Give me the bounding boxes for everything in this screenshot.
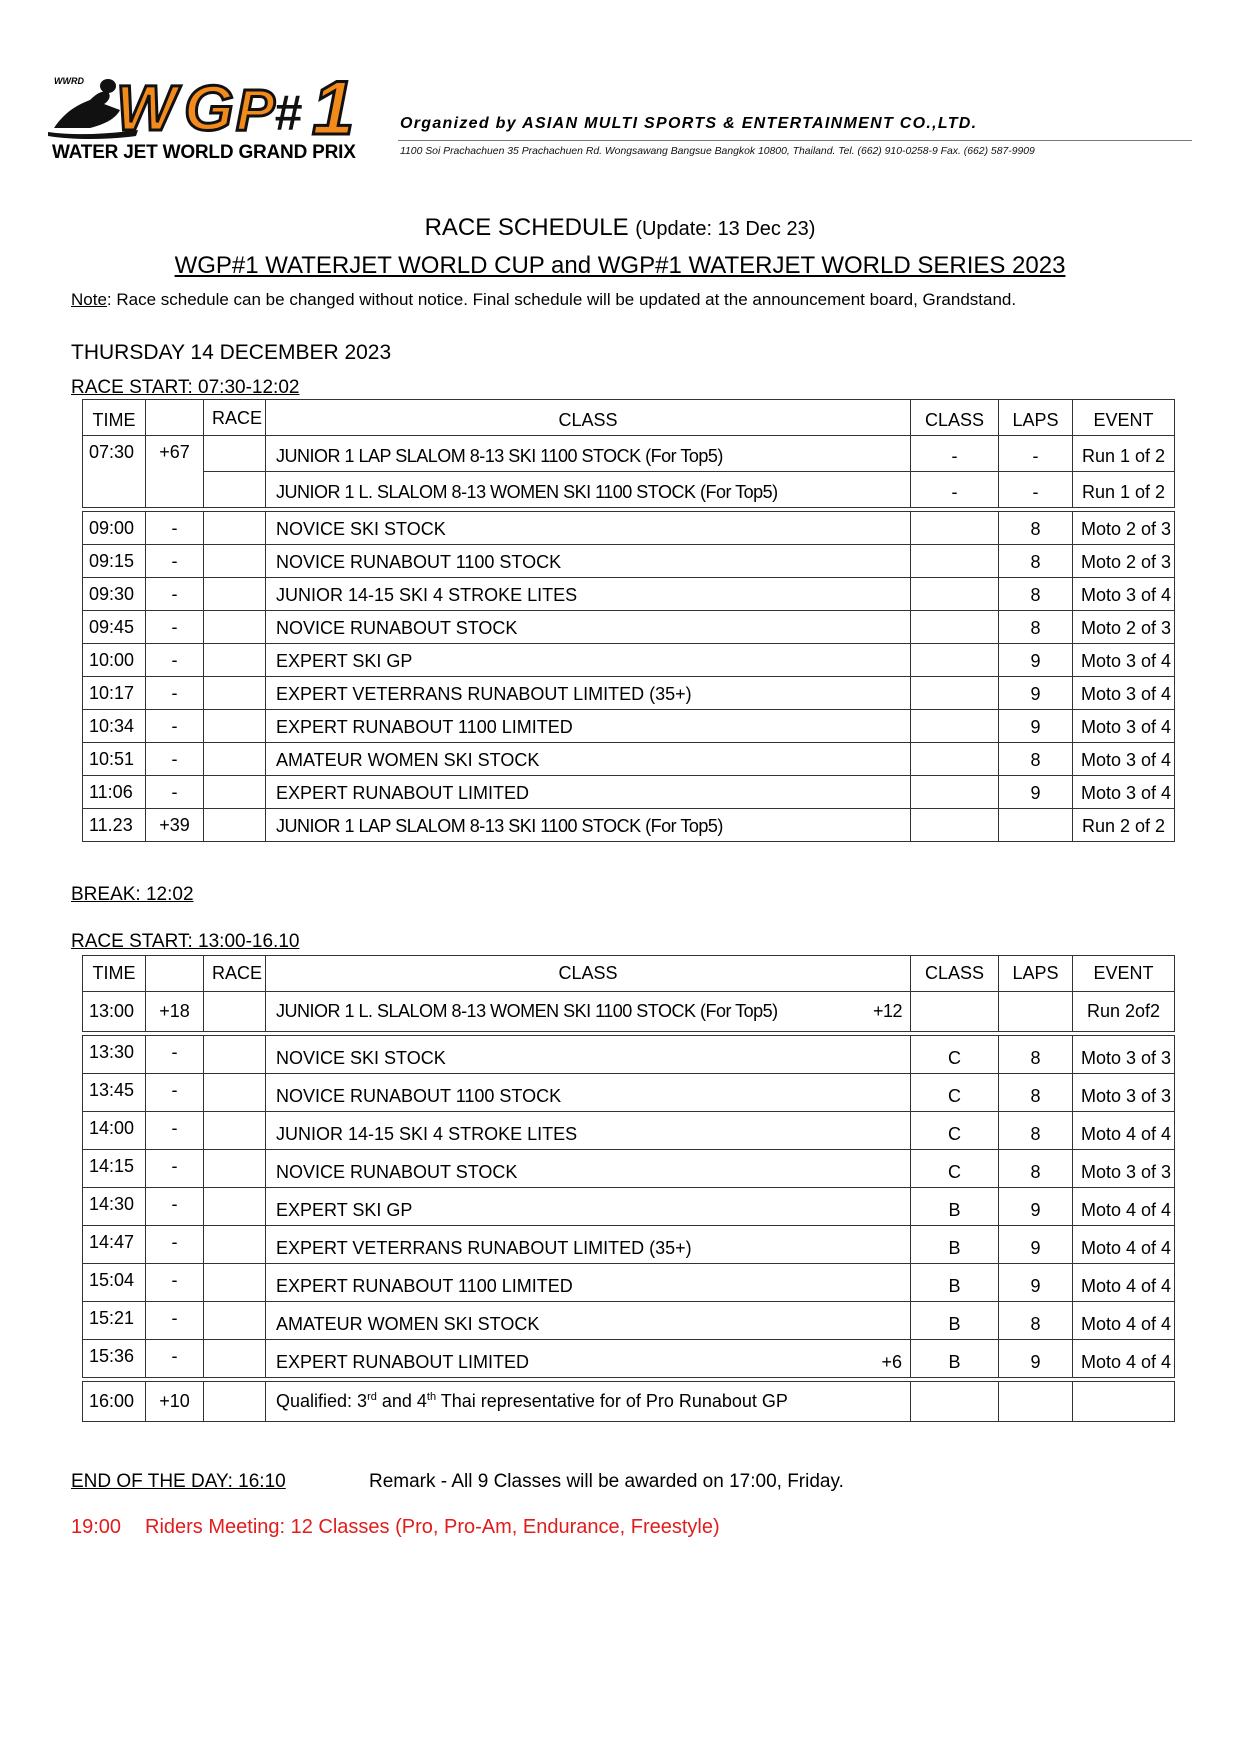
row-event: Moto 3 of 4: [1073, 743, 1175, 776]
row-event: Moto 4 of 4: [1073, 1112, 1175, 1150]
logo-tagline: WATER JET WORLD GRAND PRIX: [52, 142, 356, 163]
title-text: RACE SCHEDULE: [424, 214, 629, 241]
row-class-code: C: [911, 1112, 999, 1150]
row-time: 11.23: [83, 809, 146, 842]
row-time: 09:00: [83, 512, 146, 545]
table-row: [83, 611, 1175, 644]
organizer-line: Organized by ASIAN MULTI SPORTS & ENTERTAINMENT CO.,LTD.: [400, 115, 978, 132]
row-time: 14:00: [83, 1112, 146, 1150]
table-row: [83, 545, 1175, 578]
row-class-code: -: [911, 436, 999, 472]
table-row: [83, 1264, 1175, 1302]
table-row: [83, 1382, 1175, 1422]
row-class: EXPERT RUNABOUT 1100 LIMITED: [266, 710, 911, 743]
row-class-code: B: [911, 1226, 999, 1264]
row-laps: 8: [999, 1302, 1073, 1340]
row-plus: -: [146, 644, 204, 677]
row-laps: 9: [999, 776, 1073, 809]
row-event: [1073, 1382, 1175, 1422]
row-event: Moto 2 of 3: [1073, 545, 1175, 578]
svg-text:#: #: [274, 85, 302, 141]
table-row: [83, 743, 1175, 776]
row-race: [204, 1112, 266, 1150]
table-row: [83, 992, 1175, 1032]
row-class-code: [911, 710, 999, 743]
row-class: EXPERT SKI GP: [266, 644, 911, 677]
row-laps: 8: [999, 545, 1073, 578]
row-class-text: NOVICE RUNABOUT STOCK: [276, 1162, 518, 1182]
row-laps: 9: [999, 1340, 1073, 1378]
row-class-extra: +12: [872, 1001, 902, 1021]
row-race: [204, 1302, 266, 1340]
row-event: Run 1 of 2: [1073, 436, 1175, 472]
row-plus: +18: [146, 992, 204, 1032]
row-plus: -: [146, 743, 204, 776]
row-class-text: Thai representative for of Pro Runabout GP: [436, 1391, 788, 1411]
row-time: 15:36: [83, 1340, 146, 1378]
row-time: 14:30: [83, 1188, 146, 1226]
table-row: [83, 1036, 1175, 1074]
note-text: : Race schedule can be changed without notice. Final schedule will be updated at the announcement board, Grandstand.: [106, 290, 1017, 309]
table-row: [83, 1074, 1175, 1112]
row-time: 15:04: [83, 1264, 146, 1302]
table-row: [83, 1226, 1175, 1264]
header-event: EVENT: [1073, 400, 1175, 436]
notice: [71, 290, 1016, 310]
row-class: EXPERT RUNABOUT LIMITED: [266, 776, 911, 809]
row-class-text: EXPERT SKI GP: [276, 1200, 413, 1220]
row-event: Moto 3 of 3: [1073, 1074, 1175, 1112]
table-row: [83, 1188, 1175, 1226]
row-class-code: C: [911, 1150, 999, 1188]
row-class-code: [911, 1382, 999, 1422]
header-laps: LAPS: [999, 400, 1073, 436]
row-event: Moto 4 of 4: [1073, 1264, 1175, 1302]
row-class: [266, 1112, 911, 1150]
row-laps: -: [999, 472, 1073, 508]
row-class-code: C: [911, 1036, 999, 1074]
table-row: [83, 809, 1175, 842]
row-class-text: Qualified: 3: [276, 1391, 368, 1411]
row-class-code: [911, 992, 999, 1032]
awards-remark: Remark - All 9 Classes will be awarded on 17:00, Friday.: [369, 1471, 844, 1492]
row-class-code: [911, 743, 999, 776]
row-event: Run 1 of 2: [1073, 472, 1175, 508]
end-of-day-label: END OF THE DAY: 16:10: [71, 1471, 286, 1492]
row-class: JUNIOR 1 LAP SLALOM 8-13 SKI 1100 STOCK (For Top5): [266, 436, 911, 472]
row-plus: +10: [146, 1382, 204, 1422]
row-laps: 9: [999, 710, 1073, 743]
row-class-extra: +6: [881, 1352, 902, 1372]
row-race: [204, 1226, 266, 1264]
row-plus: -: [146, 1340, 204, 1378]
row-plus: -: [146, 1074, 204, 1112]
row-laps: 9: [999, 1264, 1073, 1302]
table-row: [83, 512, 1175, 545]
organizer-divider: [398, 140, 1192, 141]
svg-text:1: 1: [312, 70, 355, 142]
row-class-code: B: [911, 1264, 999, 1302]
row-class: [266, 1264, 911, 1302]
row-event: Moto 2 of 3: [1073, 512, 1175, 545]
row-plus: -: [146, 512, 204, 545]
svg-text:P: P: [236, 78, 275, 142]
header-blank: [146, 400, 204, 436]
row-plus: -: [146, 710, 204, 743]
row-class-text: AMATEUR WOMEN SKI STOCK: [276, 1314, 540, 1334]
row-time: 10:51: [83, 743, 146, 776]
session1-table: [82, 399, 1175, 842]
row-laps: 8: [999, 1074, 1073, 1112]
table-row: [83, 710, 1175, 743]
table-row: [83, 578, 1175, 611]
row-time: 13:00: [83, 992, 146, 1032]
row-laps: 9: [999, 1188, 1073, 1226]
logo-brand-top: WWRD: [54, 76, 84, 86]
row-event: Moto 4 of 4: [1073, 1302, 1175, 1340]
row-class: NOVICE RUNABOUT STOCK: [266, 611, 911, 644]
row-plus: -: [146, 1264, 204, 1302]
row-class: NOVICE SKI STOCK: [266, 512, 911, 545]
header-class-code: CLASS: [911, 956, 999, 992]
row-class-code: [911, 545, 999, 578]
table-row: [83, 436, 1175, 472]
table-row: [83, 1150, 1175, 1188]
row-race: [204, 1340, 266, 1378]
row-laps: 8: [999, 1112, 1073, 1150]
table-row: [83, 1340, 1175, 1378]
page-title: [0, 214, 1240, 242]
row-race: [204, 677, 266, 710]
session2-label: RACE START: 13:00-16.10: [71, 931, 300, 952]
row-class-code: [911, 809, 999, 842]
row-race: [204, 1150, 266, 1188]
header-class-code: CLASS: [911, 400, 999, 436]
table-row: [83, 1112, 1175, 1150]
row-class: [266, 1036, 911, 1074]
row-laps: 8: [999, 611, 1073, 644]
row-event: Moto 4 of 4: [1073, 1340, 1175, 1378]
row-class: AMATEUR WOMEN SKI STOCK: [266, 743, 911, 776]
row-laps: -: [999, 436, 1073, 472]
row-event: Run 2 of 2: [1073, 809, 1175, 842]
header-event: EVENT: [1073, 956, 1175, 992]
header-blank: [146, 956, 204, 992]
table-header-row: [83, 400, 1175, 436]
row-race: [204, 1074, 266, 1112]
row-class-code: B: [911, 1302, 999, 1340]
row-class-text: NOVICE RUNABOUT 1100 STOCK: [276, 1086, 562, 1106]
row-class-text: NOVICE SKI STOCK: [276, 1048, 446, 1068]
row-time: 16:00: [83, 1382, 146, 1422]
note-label: Note: [71, 290, 107, 309]
row-race: [204, 472, 266, 508]
row-race: [204, 545, 266, 578]
update-date: (Update: 13 Dec 23): [635, 218, 816, 240]
row-race: [204, 710, 266, 743]
jetski-rider-icon: [46, 70, 378, 142]
row-time: 10:34: [83, 710, 146, 743]
row-race: [204, 992, 266, 1032]
row-class: [266, 1074, 911, 1112]
row-race: [204, 578, 266, 611]
row-class-code: B: [911, 1340, 999, 1378]
row-event: Moto 3 of 4: [1073, 578, 1175, 611]
row-class: JUNIOR 1 LAP SLALOM 8-13 SKI 1100 STOCK (For Top5): [266, 809, 911, 842]
row-class-code: [911, 776, 999, 809]
row-event: Run 2of2: [1073, 992, 1175, 1032]
row-class: JUNIOR 1 L. SLALOM 8-13 WOMEN SKI 1100 STOCK (For Top5): [266, 472, 911, 508]
table-row: [83, 776, 1175, 809]
row-time: 13:30: [83, 1036, 146, 1074]
row-plus: +67: [146, 436, 204, 508]
day-heading: THURSDAY 14 DECEMBER 2023: [71, 341, 392, 364]
row-plus: -: [146, 1150, 204, 1188]
row-laps: 8: [999, 1150, 1073, 1188]
row-time: 13:45: [83, 1074, 146, 1112]
row-plus: -: [146, 545, 204, 578]
page-subtitle: WGP#1 WATERJET WORLD CUP and WGP#1 WATERJET WORLD SERIES 2023: [174, 252, 1066, 279]
row-race: [204, 809, 266, 842]
row-class-text: JUNIOR 1 L. SLALOM 8-13 WOMEN SKI 1100 STOCK (For Top5): [276, 1001, 778, 1021]
row-plus: -: [146, 1302, 204, 1340]
row-class: JUNIOR 14-15 SKI 4 STROKE LITES: [266, 578, 911, 611]
row-class: [266, 1340, 911, 1378]
header-class: CLASS: [266, 956, 911, 992]
row-race: [204, 1036, 266, 1074]
row-laps: 9: [999, 1226, 1073, 1264]
row-class: [266, 1382, 911, 1422]
row-laps: 9: [999, 677, 1073, 710]
row-class-code: [911, 578, 999, 611]
row-plus: -: [146, 776, 204, 809]
row-time: 14:47: [83, 1226, 146, 1264]
wgp-logo: [46, 70, 378, 166]
row-class: EXPERT VETERRANS RUNABOUT LIMITED (35+): [266, 677, 911, 710]
row-class-code: [911, 611, 999, 644]
row-time: 09:15: [83, 545, 146, 578]
row-plus: -: [146, 578, 204, 611]
row-race: [204, 512, 266, 545]
row-class-code: [911, 677, 999, 710]
riders-meeting: [71, 1516, 720, 1539]
row-class: [266, 1226, 911, 1264]
row-class: [266, 992, 911, 1032]
row-time: 09:30: [83, 578, 146, 611]
row-plus: -: [146, 611, 204, 644]
meeting-time: 19:00: [71, 1516, 122, 1538]
row-event: Moto 3 of 4: [1073, 710, 1175, 743]
meeting-text: Riders Meeting: 12 Classes (Pro, Pro-Am, Endurance, Freestyle): [145, 1516, 720, 1538]
row-class-code: C: [911, 1074, 999, 1112]
row-plus: -: [146, 677, 204, 710]
header-laps: LAPS: [999, 956, 1073, 992]
ordinal-suffix: th: [426, 1391, 437, 1403]
row-class-text: JUNIOR 14-15 SKI 4 STROKE LITES: [276, 1124, 578, 1144]
row-class-code: [911, 512, 999, 545]
row-class-code: [911, 644, 999, 677]
row-laps: 8: [999, 512, 1073, 545]
header-race: RACE: [204, 400, 266, 436]
session1-label: RACE START: 07:30-12:02: [71, 377, 300, 398]
table-row: [83, 1302, 1175, 1340]
svg-text:W: W: [116, 72, 177, 142]
row-class: NOVICE RUNABOUT 1100 STOCK: [266, 545, 911, 578]
header-class: CLASS: [266, 400, 911, 436]
row-laps: 8: [999, 578, 1073, 611]
row-time: 07:30: [83, 436, 146, 508]
header-time: TIME: [83, 400, 146, 436]
row-event: Moto 4 of 4: [1073, 1226, 1175, 1264]
row-class: [266, 1302, 911, 1340]
session2-table: [82, 955, 1175, 1422]
row-laps: 8: [999, 1036, 1073, 1074]
row-race: [204, 1188, 266, 1226]
row-event: Moto 3 of 3: [1073, 1150, 1175, 1188]
row-laps: 8: [999, 743, 1073, 776]
row-time: 14:15: [83, 1150, 146, 1188]
row-plus: -: [146, 1036, 204, 1074]
row-event: Moto 2 of 3: [1073, 611, 1175, 644]
row-race: [204, 743, 266, 776]
row-race: [204, 776, 266, 809]
row-plus: +39: [146, 809, 204, 842]
row-laps: [999, 992, 1073, 1032]
row-race: [204, 1382, 266, 1422]
row-class-text: EXPERT RUNABOUT LIMITED: [276, 1352, 530, 1372]
row-time: 10:00: [83, 644, 146, 677]
organizer-address: 1100 Soi Prachachuen 35 Prachachuen Rd. Wongsawang Bangsue Bangkok 10800, Thailand. Tel. (662) 910-0258-9 Fax. (662) 587-9909: [400, 146, 1035, 157]
row-event: Moto 4 of 4: [1073, 1188, 1175, 1226]
row-laps: [999, 809, 1073, 842]
row-plus: -: [146, 1112, 204, 1150]
row-laps: [999, 1382, 1073, 1422]
table-row: [83, 644, 1175, 677]
break-label: BREAK: 12:02: [71, 884, 194, 905]
row-class-text: EXPERT RUNABOUT 1100 LIMITED: [276, 1276, 573, 1296]
header-race: RACE: [204, 956, 266, 992]
ordinal-suffix: rd: [367, 1391, 377, 1403]
row-class-code: B: [911, 1188, 999, 1226]
row-laps: 9: [999, 644, 1073, 677]
row-class-text: EXPERT VETERRANS RUNABOUT LIMITED (35+): [276, 1238, 692, 1258]
row-event: Moto 3 of 4: [1073, 677, 1175, 710]
row-plus: -: [146, 1188, 204, 1226]
svg-text:G: G: [184, 72, 234, 142]
row-race: [204, 436, 266, 472]
row-race: [204, 644, 266, 677]
row-event: Moto 3 of 3: [1073, 1036, 1175, 1074]
table-row: [83, 677, 1175, 710]
row-race: [204, 1264, 266, 1302]
row-class: [266, 1188, 911, 1226]
row-race: [204, 611, 266, 644]
row-event: Moto 3 of 4: [1073, 644, 1175, 677]
row-event: Moto 3 of 4: [1073, 776, 1175, 809]
row-time: 09:45: [83, 611, 146, 644]
row-class-code: -: [911, 472, 999, 508]
header-time: TIME: [83, 956, 146, 992]
row-time: 10:17: [83, 677, 146, 710]
row-plus: -: [146, 1226, 204, 1264]
table-header-row: [83, 956, 1175, 992]
row-time: 11:06: [83, 776, 146, 809]
row-class-text: and 4: [376, 1391, 427, 1411]
table-row: [83, 472, 1175, 508]
row-class: [266, 1150, 911, 1188]
row-time: 15:21: [83, 1302, 146, 1340]
